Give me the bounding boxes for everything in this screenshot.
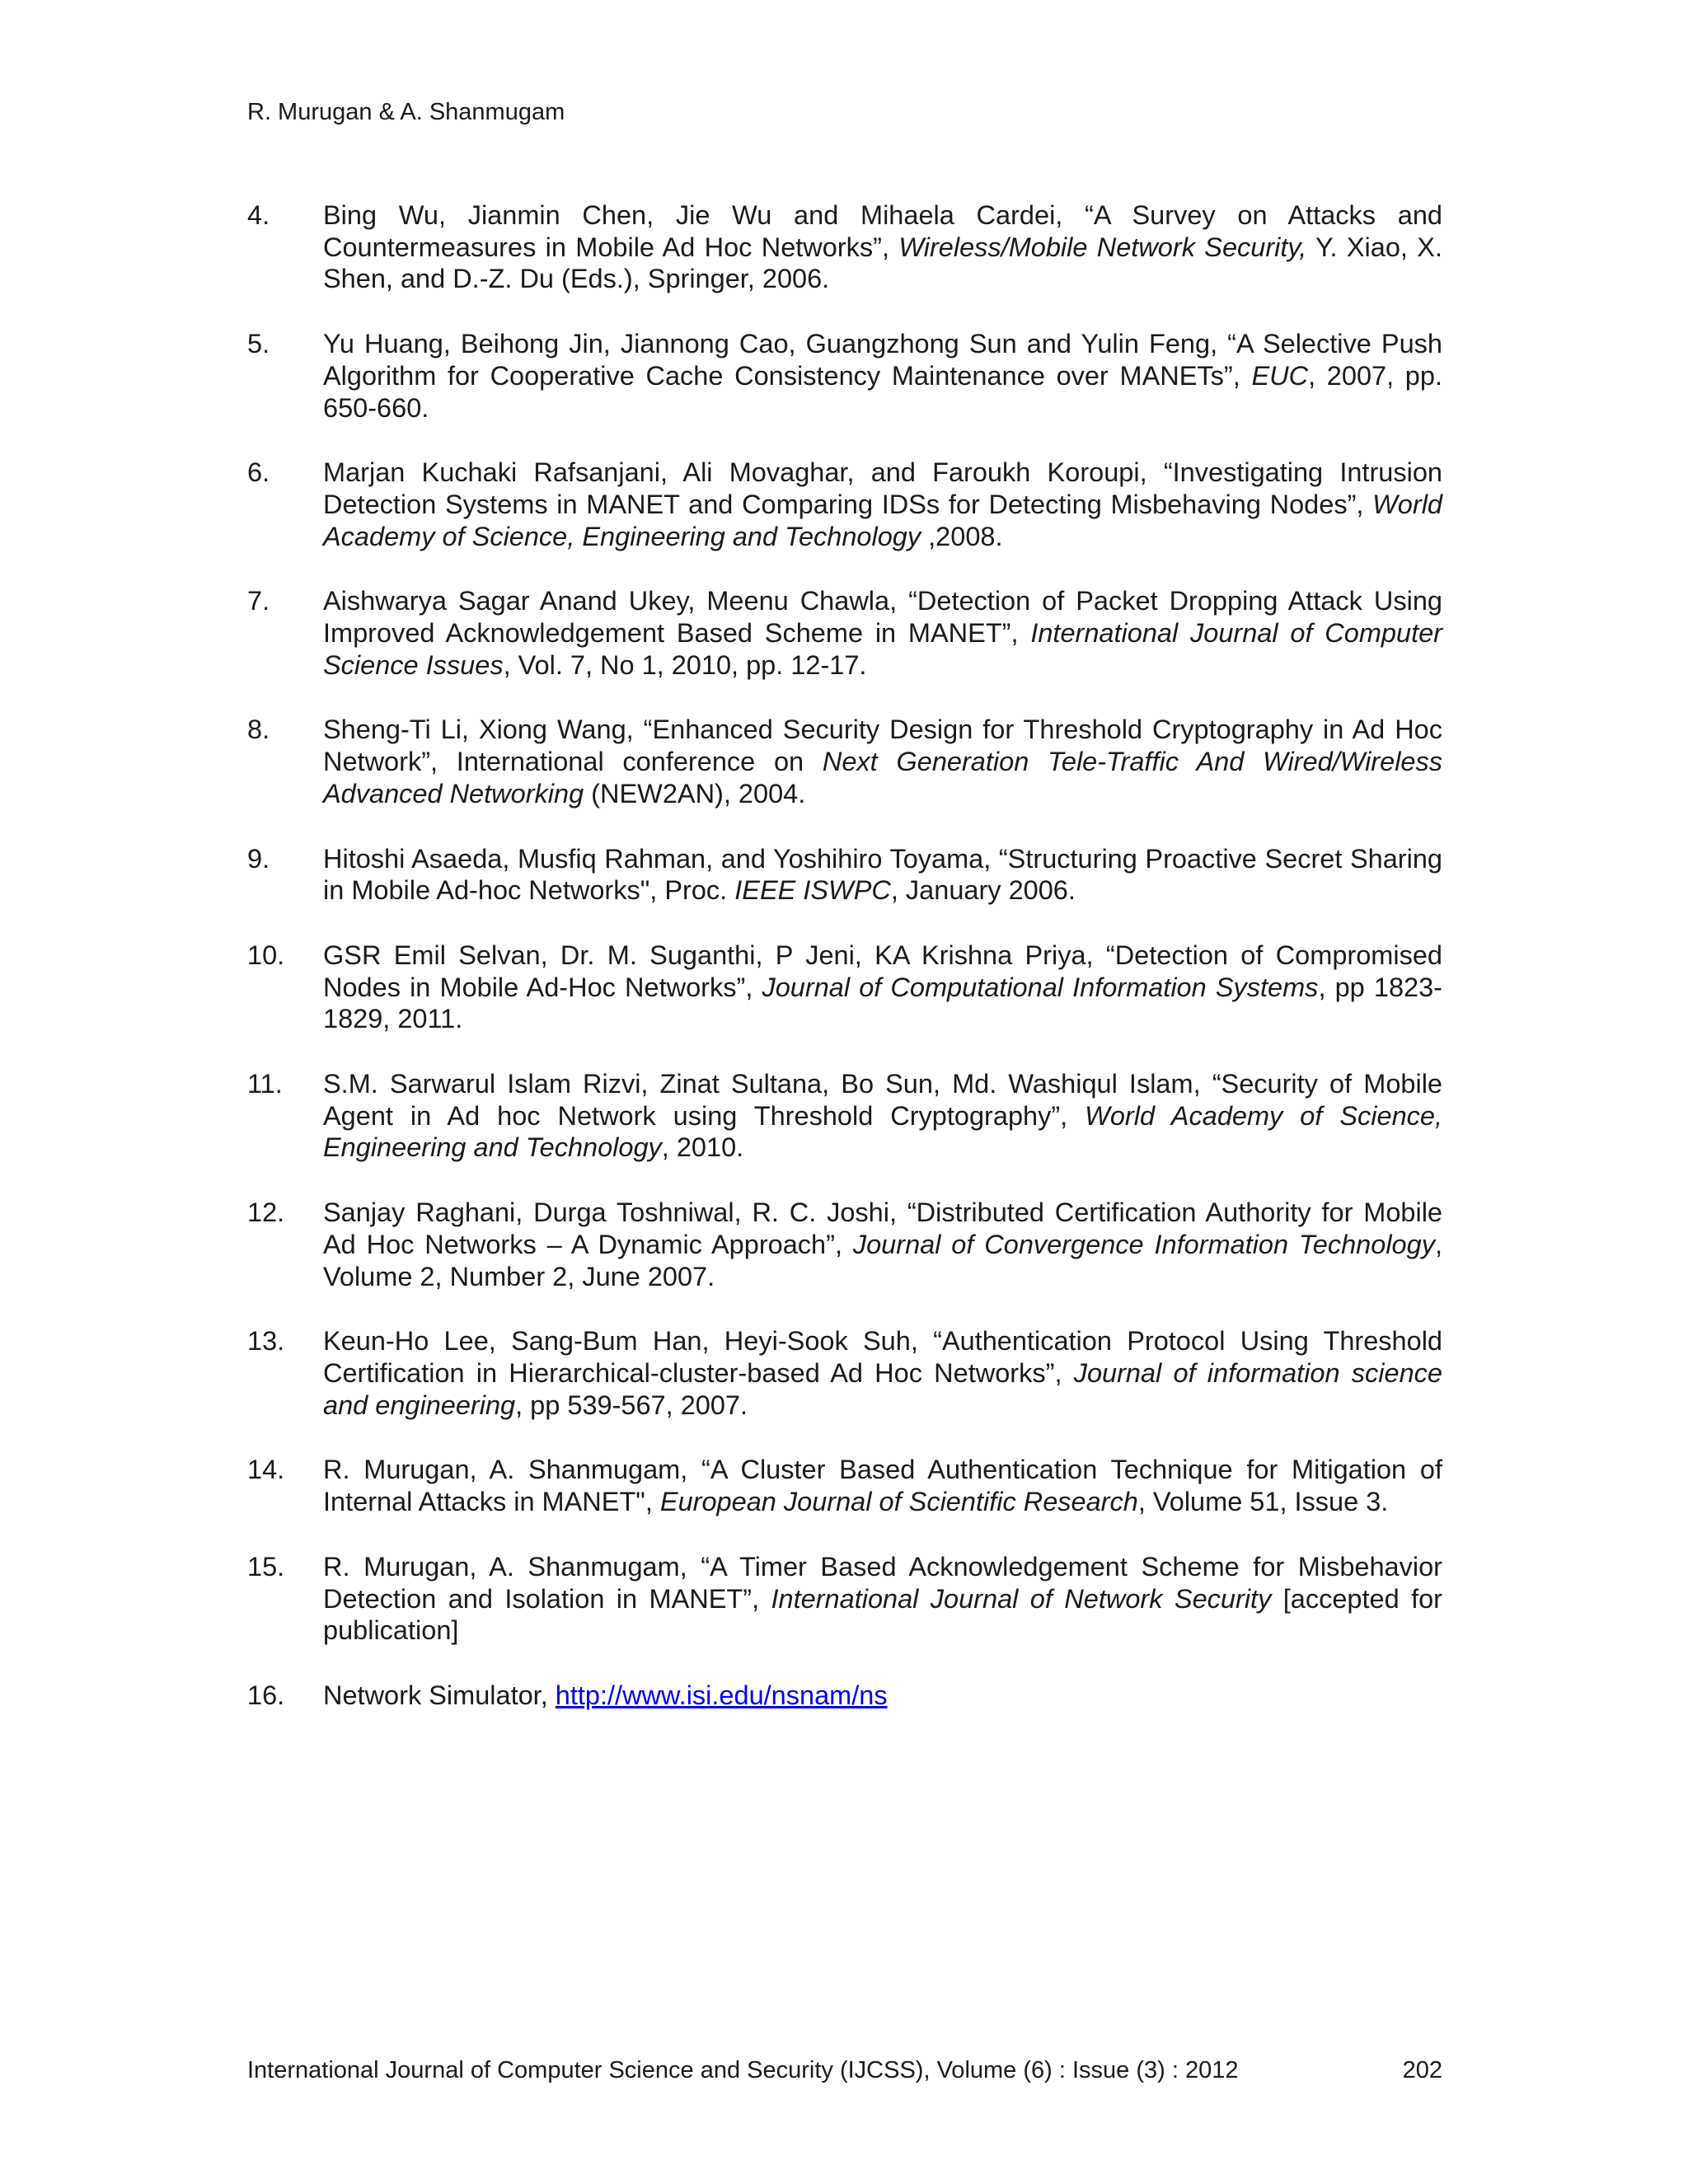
reference-venue: Journal of information science and engineering xyxy=(323,1357,1442,1420)
reference-segment: Sanjay Raghani, Durga Toshniwal, R. C. Joshi, “Distributed Certification Authority for Mobile Ad Hoc Networks – A Dynamic Approach”, xyxy=(323,1197,1442,1259)
reference-number: 12. xyxy=(247,1197,285,1228)
reference-segment: GSR Emil Selvan, Dr. M. Suganthi, P Jeni, KA Krishna Priya, “Detection of Compromised Nodes in Mobile Ad-Hoc Networks”, xyxy=(323,940,1442,1002)
reference-text xyxy=(323,1551,1442,1647)
reference-segment: Y. Xiao, X. Shen, and D.-Z. Du (Eds.), Springer, 2006. xyxy=(323,232,1442,294)
reference-number: 7. xyxy=(247,586,270,616)
reference-text xyxy=(323,457,1442,552)
reference-item xyxy=(247,1197,1442,1292)
reference-number: 10. xyxy=(247,940,285,970)
reference-segment: , pp 1823-1829, 2011. xyxy=(323,972,1442,1034)
reference-text xyxy=(323,1325,1442,1421)
reference-segment: Bing Wu, Jianmin Chen, Jie Wu and Mihaela Cardei, “A Survey on Attacks and Countermeasures in Mobile Ad Hoc Networks”, xyxy=(323,200,1442,262)
reference-venue: Journal of Convergence Information Technology xyxy=(852,1229,1435,1259)
reference-number: 8. xyxy=(247,715,270,745)
reference-venue: Wireless/Mobile Network Security, xyxy=(898,232,1307,262)
reference-text xyxy=(323,199,1442,295)
reference-text xyxy=(323,1068,1442,1164)
reference-segment: Hitoshi Asaeda, Musfiq Rahman, and Yoshihiro Toyama, “Structuring Proactive Secret Sharing in Mobile Ad-hoc Networks", Proc. xyxy=(323,843,1442,906)
reference-number: 4. xyxy=(247,200,270,230)
reference-item xyxy=(247,457,1442,552)
reference-segment: Keun-Ho Lee, Sang-Bum Han, Heyi-Sook Suh, “Authentication Protocol Using Threshold Certification in Hierarchical-cluster-based Ad Hoc Networks”, xyxy=(323,1326,1442,1388)
reference-number: 13. xyxy=(247,1326,285,1357)
reference-number: 9. xyxy=(247,843,270,874)
reference-item xyxy=(247,1680,1442,1712)
reference-item xyxy=(247,328,1442,424)
reference-item xyxy=(247,1325,1442,1421)
reference-segment: , 2010. xyxy=(661,1132,744,1163)
running-header-authors: R. Murugan & A. Shanmugam xyxy=(247,99,565,125)
reference-number: 14. xyxy=(247,1455,285,1485)
reference-number: 16. xyxy=(247,1680,285,1710)
reference-item xyxy=(247,940,1442,1035)
reference-venue: International Journal of Computer Science Issues xyxy=(323,618,1442,680)
reference-item xyxy=(247,714,1442,809)
reference-text xyxy=(323,940,1442,1035)
reference-segment: (NEW2AN), 2004. xyxy=(584,778,806,808)
reference-segment: , Volume 2, Number 2, June 2007. xyxy=(323,1229,1442,1291)
reference-item xyxy=(247,199,1442,295)
reference-venue: Next Generation Tele-Traffic And Wired/Wireless Advanced Networking xyxy=(323,747,1442,808)
reference-text xyxy=(323,1454,1442,1517)
reference-item xyxy=(247,585,1442,681)
reference-text xyxy=(323,714,1442,809)
reference-segment: Yu Huang, Beihong Jin, Jiannong Cao, Guangzhong Sun and Yulin Feng, “A Selective Push Algorithm for Cooperative Cache Consistency Maintenance over MANETs”, xyxy=(323,329,1442,391)
reference-list xyxy=(247,199,1442,1745)
reference-item xyxy=(247,1454,1442,1517)
footer-journal-citation: International Journal of Computer Science and Security (IJCSS), Volume (6) : Issue (3) : 2012 xyxy=(247,2057,1239,2083)
reference-segment: R. Murugan, A. Shanmugam, “A Cluster Based Authentication Technique for Mitigation of Internal Attacks in MANET", xyxy=(323,1455,1442,1517)
reference-item xyxy=(247,843,1442,907)
reference-text xyxy=(323,585,1442,681)
reference-segment: Marjan Kuchaki Rafsanjani, Ali Movaghar, and Faroukh Koroupi, “Investigating Intrusion Detection Systems in MANET and Comparing IDSs for Detecting Misbehaving Nodes”, xyxy=(323,457,1442,519)
reference-segment: , January 2006. xyxy=(890,875,1076,906)
reference-text xyxy=(323,843,1442,907)
reference-venue: European Journal of Scientific Research xyxy=(659,1487,1138,1517)
reference-segment: Aishwarya Sagar Anand Ukey, Meenu Chawla, “Detection of Packet Dropping Attack Using Improved Acknowledgement Based Scheme in MANET”, xyxy=(323,586,1442,649)
reference-segment: , Vol. 7, No 1, 2010, pp. 12-17. xyxy=(503,649,867,680)
reference-item xyxy=(247,1068,1442,1164)
reference-segment: , pp 539-567, 2007. xyxy=(515,1390,748,1420)
reference-text xyxy=(323,1197,1442,1292)
reference-segment: R. Murugan, A. Shanmugam, “A Timer Based Acknowledgement Scheme for Misbehavior Detection and Isolation in MANET”, xyxy=(323,1551,1442,1614)
reference-segment: Network Simulator, xyxy=(323,1680,556,1710)
reference-venue: IEEE ISWPC xyxy=(734,875,891,906)
reference-segment: , Volume 51, Issue 3. xyxy=(1137,1487,1389,1517)
reference-link[interactable]: http://www.isi.edu/nsnam/ns xyxy=(555,1680,888,1710)
reference-number: 6. xyxy=(247,457,270,488)
reference-venue: World Academy of Science, Engineering and Technology xyxy=(323,489,1442,551)
reference-number: 11. xyxy=(247,1069,283,1099)
page-number: 202 xyxy=(1402,2057,1442,2083)
reference-venue: International Journal of Network Security xyxy=(771,1583,1272,1614)
reference-item xyxy=(247,1551,1442,1647)
reference-segment: S.M. Sarwarul Islam Rizvi, Zinat Sultana, Bo Sun, Md. Washiqul Islam, “Security of Mobile Agent in Ad hoc Network using Threshold Cryptography”, xyxy=(323,1069,1442,1131)
reference-segment: ,2008. xyxy=(921,521,1003,551)
reference-venue: EUC xyxy=(1251,360,1309,391)
reference-text xyxy=(323,1680,1442,1712)
reference-segment: Sheng-Ti Li, Xiong Wang, “Enhanced Security Design for Threshold Cryptography in Ad Hoc Network”, International conference on xyxy=(323,715,1442,777)
reference-number: 15. xyxy=(247,1551,285,1582)
reference-text xyxy=(323,328,1442,424)
reference-venue: World Academy of Science, Engineering and Technology xyxy=(323,1100,1442,1163)
reference-segment: [accepted for publication] xyxy=(323,1583,1443,1646)
reference-number: 5. xyxy=(247,329,270,359)
reference-venue: Journal of Computational Information Systems xyxy=(762,972,1319,1002)
reference-segment: , 2007, pp. 650-660. xyxy=(323,360,1442,423)
